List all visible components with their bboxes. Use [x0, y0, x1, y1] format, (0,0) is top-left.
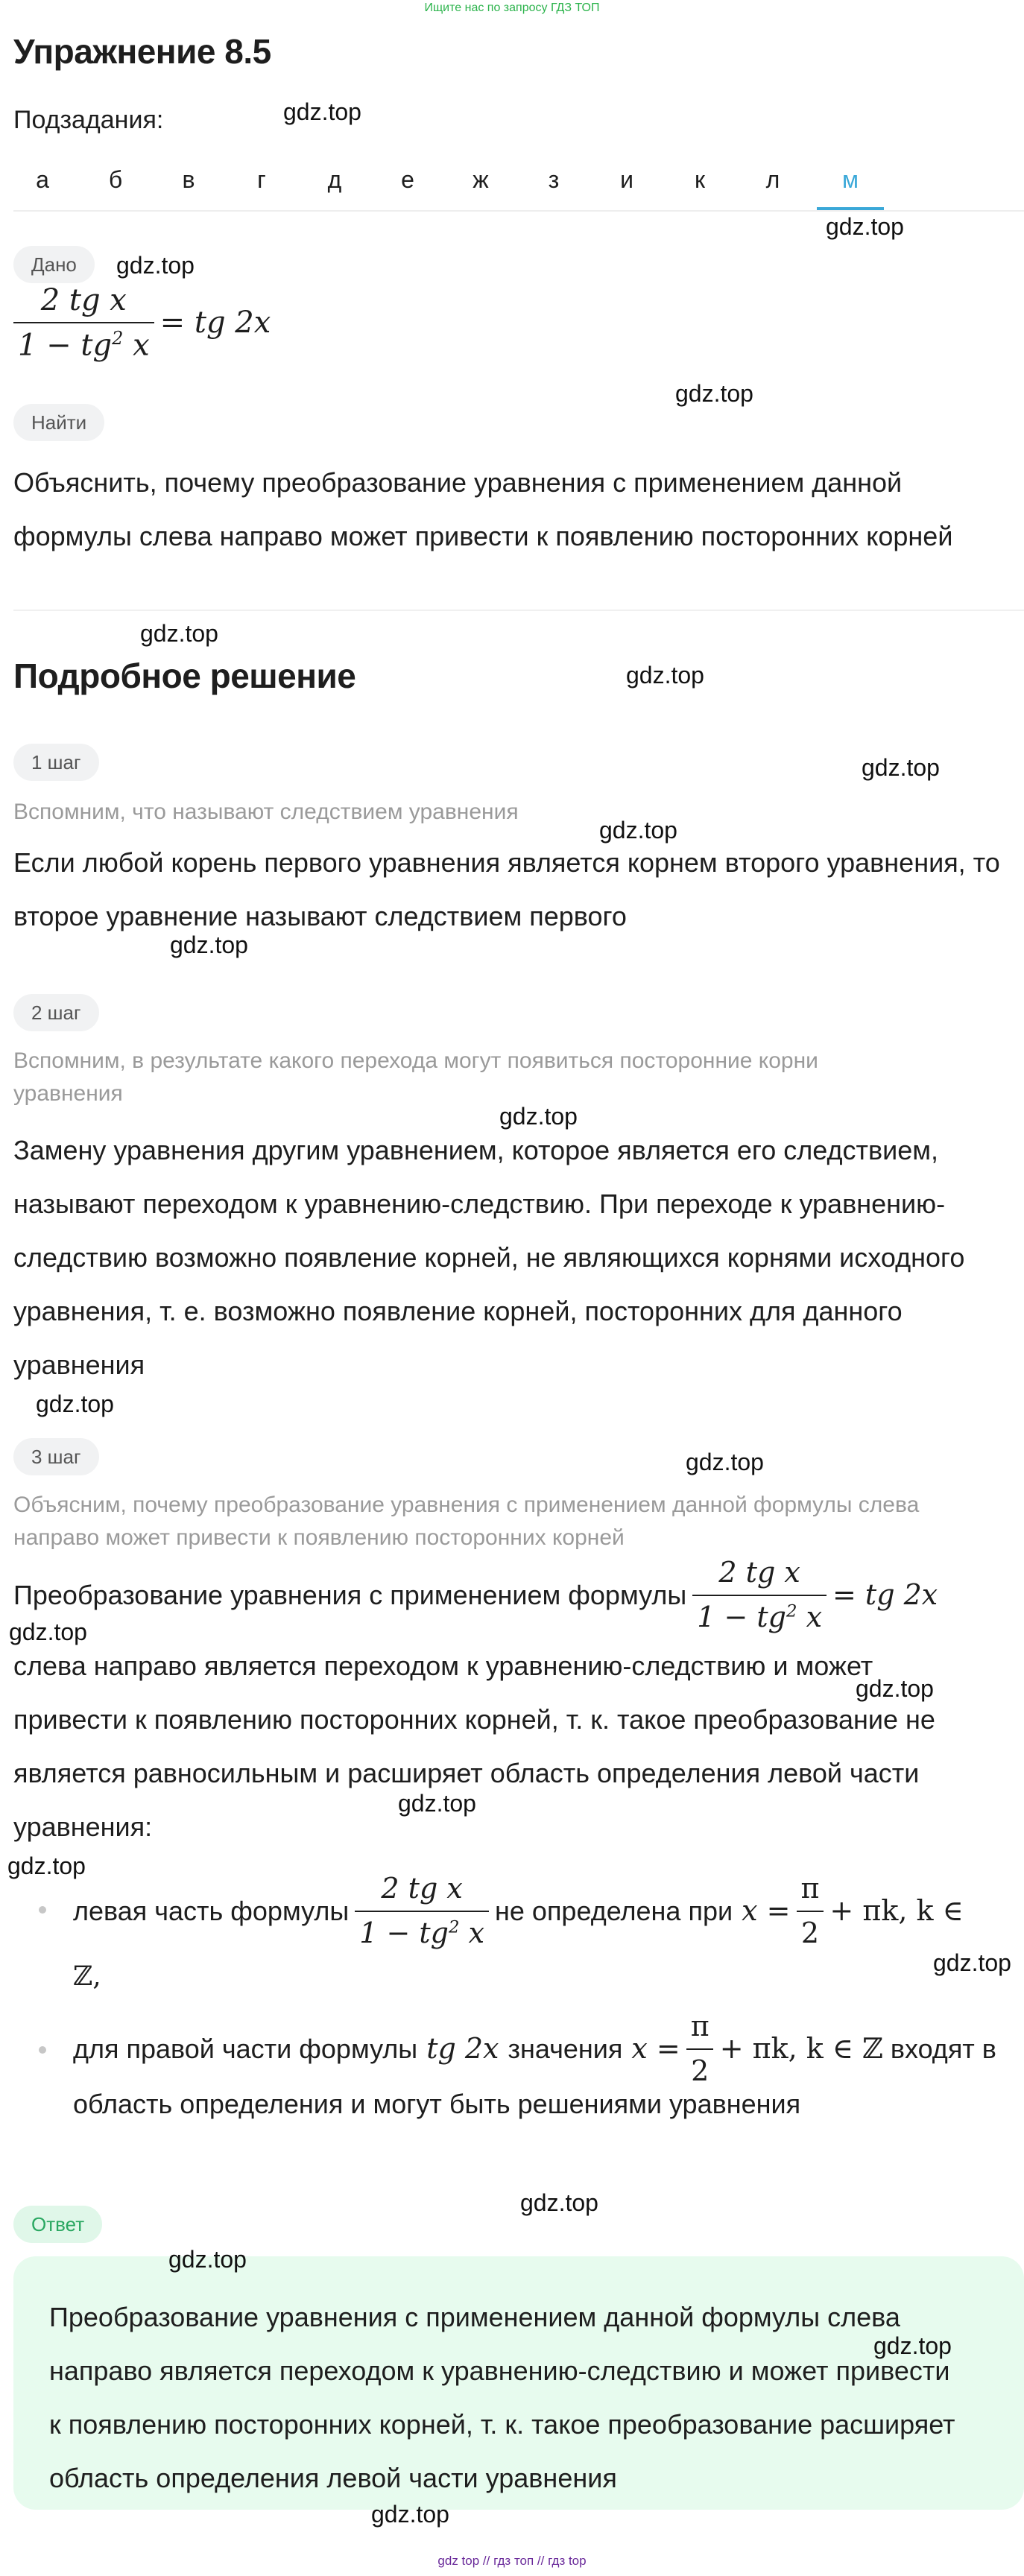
solution-title: Подробное решение	[13, 656, 356, 695]
subtask-tabs	[0, 159, 1024, 212]
watermark: gdz.top	[140, 620, 218, 647]
step-3-text	[13, 1639, 1012, 1854]
bullet-2-text: входят в	[890, 2034, 996, 2065]
bullet-2-eq: x =	[631, 2032, 680, 2066]
bullet-2-text: для правой части формулы	[73, 2034, 418, 2065]
tab-v[interactable]: в	[182, 166, 195, 193]
watermark: gdz.top	[873, 2332, 952, 2359]
bullet-2-tail: + πk, k ∈ ℤ	[719, 2032, 883, 2066]
formula-rhs: = tg 2x	[832, 1577, 938, 1611]
watermark: gdz.top	[116, 252, 195, 279]
watermark: gdz.top	[7, 1852, 86, 1879]
formula-denominator-a: 1 − tg	[359, 1917, 449, 1949]
find-text	[13, 456, 1012, 563]
tabs-divider	[13, 210, 1024, 212]
answer-line: направо является переходом к уравнению-следствию и может привести	[49, 2355, 950, 2386]
answer-line: область определения левой части уравнения	[49, 2463, 617, 2493]
two-denominator: 2	[797, 1911, 824, 1951]
answer-line: к появлению посторонних корней, т. к. такое преобразование расширяет	[49, 2409, 955, 2440]
tab-l[interactable]: л	[765, 166, 780, 193]
section-divider	[13, 610, 1024, 611]
list-item	[0, 1863, 1024, 1992]
tab-b[interactable]: б	[108, 166, 123, 193]
tab-k[interactable]: к	[695, 166, 705, 193]
step-2-hint-line: Вспомним, в результате какого перехода могут появиться посторонние корни	[13, 1048, 818, 1073]
watermark: gdz.top	[371, 2501, 449, 2528]
tab-i[interactable]: и	[620, 166, 633, 193]
watermark: gdz.top	[599, 817, 677, 844]
step-3-line: слева направо является переходом к уравнению-следствию и может	[13, 1651, 873, 1681]
subtasks-label: Подзадания:	[13, 106, 164, 134]
watermark: gdz.top	[626, 662, 704, 689]
watermark: gdz.top	[856, 1675, 934, 1702]
pi-numerator: π	[800, 1872, 820, 1905]
watermark: gdz.top	[170, 931, 248, 958]
tab-d[interactable]: д	[327, 166, 342, 193]
step-1-text	[13, 836, 1012, 943]
watermark: gdz.top	[675, 380, 753, 407]
watermark: gdz.top	[862, 754, 940, 781]
formula-numerator: 2 tg x	[718, 1556, 800, 1589]
formula-numerator: 2 tg x	[40, 283, 127, 317]
step-3-formula-line	[13, 1556, 1012, 1634]
given-formula	[13, 283, 271, 362]
bullet-dot	[39, 1906, 46, 1914]
formula-rhs: = tg 2x	[159, 306, 271, 341]
step-2-line: уравнения	[13, 1349, 145, 1380]
bullet-1-tail: + πk, k ∈	[829, 1894, 964, 1928]
formula-denominator-a: 1 − tg	[18, 328, 113, 363]
step-2-badge: 2 шаг	[13, 994, 99, 1031]
tab-zh[interactable]: ж	[473, 166, 489, 193]
formula-denominator-b: x	[459, 1917, 485, 1949]
bullet-2-formula: tg 2x	[426, 2032, 499, 2066]
step-2-line: называют переходом к уравнению-следствию. При переходе к уравнению-	[13, 1189, 946, 1219]
formula-denominator-b: x	[797, 1600, 823, 1633]
bullet-2-line2: область определения и могут быть решениями уравнения	[73, 2089, 801, 2119]
formula-denominator-exp: 2	[448, 1917, 460, 1937]
formula-denominator-exp: 2	[786, 1601, 797, 1621]
footer-links[interactable]: gdz top // гдз топ // гдз top	[437, 2554, 587, 2568]
formula-denominator-a: 1 − tg	[697, 1600, 786, 1633]
tab-g[interactable]: г	[257, 166, 266, 193]
step-2-line: уравнения, т. е. возможно появление корней, посторонних для данного	[13, 1296, 903, 1326]
watermark: gdz.top	[398, 1790, 476, 1817]
bullet-dot	[39, 2046, 46, 2054]
watermark: gdz.top	[520, 2189, 598, 2216]
bullet-1-eq: x =	[742, 1894, 791, 1928]
step-1-hint: Вспомним, что называют следствием уравнения	[13, 800, 519, 824]
tab-a[interactable]: а	[36, 166, 49, 193]
watermark: gdz.top	[283, 98, 361, 125]
tab-e[interactable]: е	[401, 166, 414, 193]
watermark: gdz.top	[826, 213, 904, 240]
page-title: Упражнение 8.5	[13, 32, 271, 71]
watermark: gdz.top	[499, 1103, 578, 1130]
formula-numerator: 2 tg x	[381, 1872, 463, 1905]
tab-m[interactable]: м	[817, 159, 884, 210]
pi-numerator: π	[690, 2010, 709, 2043]
find-text-line: Объяснить, почему преобразование уравнения с применением данной	[13, 467, 903, 498]
step-2-hint-line: уравнения	[13, 1081, 123, 1106]
answer-text	[49, 2291, 988, 2505]
step-2-hint	[13, 1045, 1012, 1110]
step-1-line: Если любой корень первого уравнения является корнем второго уравнения, то	[13, 847, 1000, 878]
two-denominator: 2	[686, 2048, 713, 2089]
search-banner-link[interactable]: Ищите нас по запросу ГДЗ ТОП	[424, 1, 600, 14]
step-3-badge: 3 шаг	[13, 1438, 99, 1475]
watermark: gdz.top	[36, 1390, 114, 1417]
step-3-hint-line: Объясним, почему преобразование уравнения с применением данной формулы слева	[13, 1493, 920, 1517]
step-3-line: является равносильным и расширяет область определения левой части	[13, 1758, 920, 1788]
answer-box	[13, 2256, 1024, 2510]
step-1-badge: 1 шаг	[13, 744, 99, 781]
step-3-hint-line: направо может привести к появлению посторонних корней	[13, 1525, 625, 1550]
bullet-1-text: левая часть формулы	[73, 1896, 350, 1927]
step-2-text	[13, 1124, 1012, 1392]
find-badge: Найти	[13, 404, 104, 441]
find-text-line: формулы слева направо может привести к появлению посторонних корней	[13, 521, 953, 551]
answer-badge: Ответ	[13, 2206, 102, 2243]
step-3-line: Преобразование уравнения с применением формулы	[13, 1580, 687, 1610]
tab-z[interactable]: з	[548, 166, 560, 193]
step-3-hint	[13, 1489, 1012, 1554]
step-3-line: уравнения:	[13, 1811, 153, 1842]
bullet-1-text: не определена при	[495, 1896, 733, 1927]
list-item	[0, 2004, 1024, 2131]
watermark: gdz.top	[168, 2246, 247, 2273]
formula-denominator-b: x	[123, 328, 150, 363]
bullet-2-text: значения	[508, 2034, 623, 2065]
bullet-1-line2: ℤ,	[73, 1961, 101, 1992]
step-1-line: второе уравнение называют следствием первого	[13, 901, 627, 931]
step-3-line: привести к появлению посторонних корней, т. к. такое преобразование не	[13, 1704, 935, 1735]
formula-denominator-exp: 2	[112, 328, 124, 349]
given-badge: Дано	[13, 246, 95, 283]
watermark: gdz.top	[933, 1949, 1011, 1976]
answer-line: Преобразование уравнения с применением данной формулы слева	[49, 2302, 900, 2332]
watermark: gdz.top	[9, 1618, 87, 1645]
step-2-line: Замену уравнения другим уравнением, которое является его следствием,	[13, 1135, 938, 1165]
step-2-line: следствию возможно появление корней, не являющихся корнями исходного	[13, 1242, 965, 1273]
watermark: gdz.top	[686, 1449, 764, 1475]
